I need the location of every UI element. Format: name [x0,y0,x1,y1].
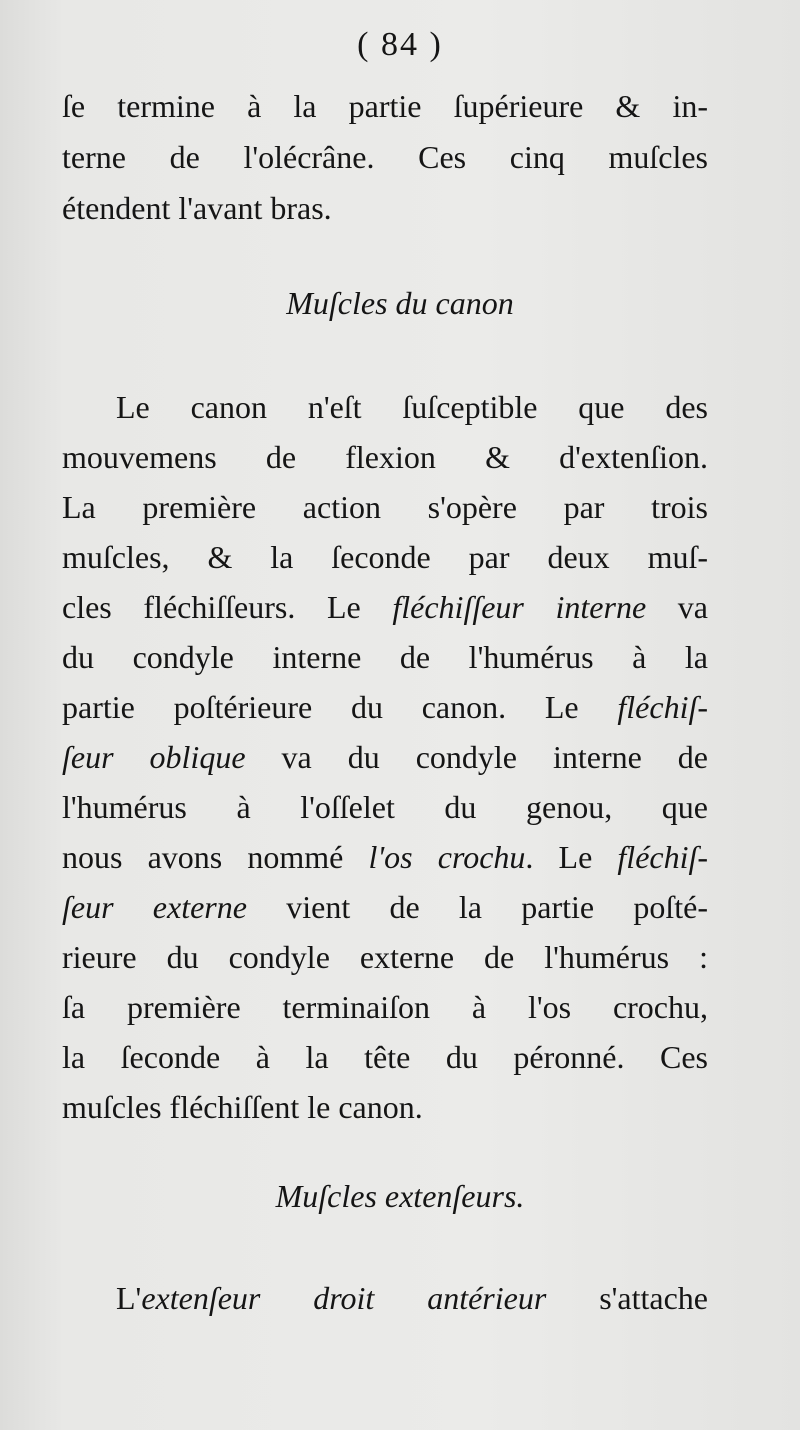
italic-term: ſeur externe [62,889,247,925]
text-line: terne de l'olécrâne. Ces cinq muſcles [62,139,708,175]
text-run: cles fléchiſſeurs. Le [62,589,393,625]
text-line [116,1272,708,1324]
italic-term: ſeur oblique [62,739,246,775]
section-heading: Muſcles du canon [286,285,514,321]
italic-term: extenſeur droit antérieur [141,1280,547,1316]
text-line: muſcles, & la ſeconde par deux muſ- [62,539,708,575]
text-line [62,881,708,933]
text-run: . Le [525,839,618,875]
text-run: va du condyle interne de [245,739,709,775]
text-run: vient de la partie poſté- [246,889,709,925]
text-run: va [646,589,708,625]
text-line: l'humérus à l'oſſelet du genou, que [62,789,708,825]
text-line [62,831,708,883]
text-line: du condyle interne de l'humérus à la [62,639,708,675]
text-line: ſa première terminaiſon à l'os crochu, [62,989,708,1025]
italic-term: fléchiſſeur interne [392,589,647,625]
text-run: nous avons nommé [62,839,369,875]
text-line [62,731,708,783]
text-line: rieure du condyle externe de l'humérus : [62,939,708,975]
text-line: ſe termine à la partie ſupérieure & in- [62,88,708,124]
italic-term: fléchiſ- [617,689,708,725]
text-line [62,681,708,733]
text-line [62,581,708,633]
text-run: s'attache [546,1280,709,1316]
italic-term: l'os crochu [368,839,526,875]
italic-term: fléchiſ- [617,839,709,875]
section-heading: Muſcles extenſeurs. [275,1178,525,1214]
text-line: mouvemens de flexion & d'extenſion. [62,439,708,475]
text-line: La première action s'opère par trois [62,489,708,525]
text-line: muſcles fléchiſſent le canon. [62,1089,423,1125]
text-line: étendent l'avant bras. [62,190,332,226]
text-run: L' [116,1280,142,1316]
text-line: Le canon n'eſt ſuſceptible que des [116,389,708,425]
text-line: la ſeconde à la tête du péronné. Ces [62,1039,708,1075]
page-number: ( 84 ) [357,26,443,63]
text-run: partie poſtérieure du canon. Le [62,689,618,725]
